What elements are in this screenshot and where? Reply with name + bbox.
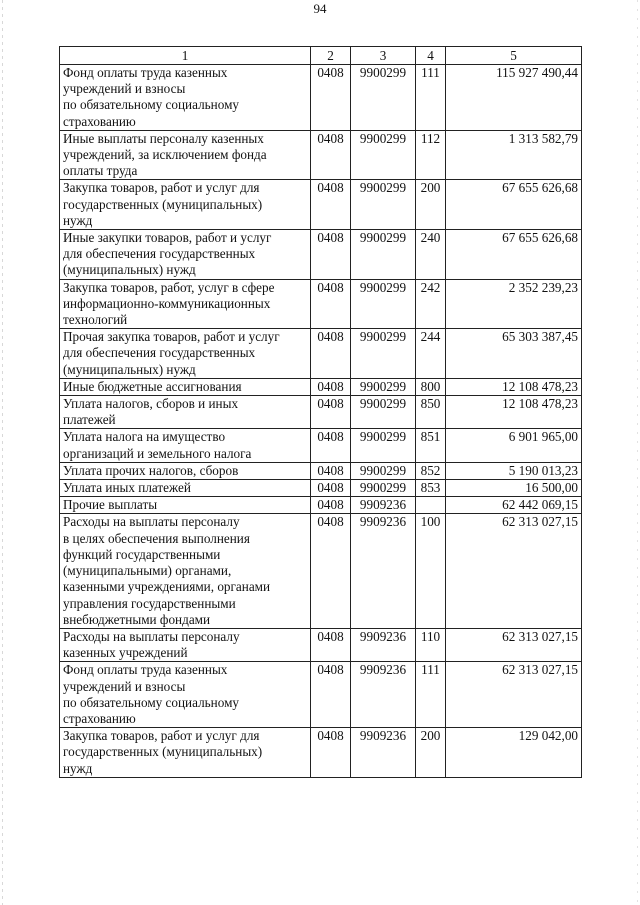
table-row — [60, 628, 582, 661]
row-expense-type-cell: 111 — [416, 65, 446, 131]
row-section-code-cell: 0408 — [311, 396, 351, 429]
table-row — [60, 462, 582, 479]
row-name-cell: Прочие выплаты — [60, 497, 311, 514]
row-section-code-cell: 0408 — [311, 279, 351, 329]
row-expense-type-cell: 800 — [416, 378, 446, 395]
row-target-article-cell: 9909236 — [351, 728, 416, 778]
row-target-article-cell: 9900299 — [351, 230, 416, 280]
row-name-cell: Иные закупки товаров, работ и услуг для обеспечения государственных (муниципальных) нужд — [60, 230, 311, 280]
row-target-article-cell: 9900299 — [351, 480, 416, 497]
header-col-3: 3 — [351, 47, 416, 65]
scan-edge-left — [2, 0, 3, 905]
row-name-cell: Уплата иных платежей — [60, 480, 311, 497]
row-name-cell: Иные бюджетные ассигнования — [60, 378, 311, 395]
row-amount-cell: 12 108 478,23 — [446, 378, 582, 395]
row-expense-type-cell: 850 — [416, 396, 446, 429]
row-target-article-cell: 9909236 — [351, 662, 416, 728]
row-expense-type-cell: 240 — [416, 230, 446, 280]
row-section-code-cell: 0408 — [311, 628, 351, 661]
row-section-code-cell: 0408 — [311, 480, 351, 497]
row-target-article-cell: 9900299 — [351, 429, 416, 462]
header-col-1: 1 — [60, 47, 311, 65]
row-section-code-cell: 0408 — [311, 462, 351, 479]
row-name-cell: Прочая закупка товаров, работ и услуг для обеспечения государственных (муниципальных) нужд — [60, 329, 311, 379]
row-name-cell: Уплата прочих налогов, сборов — [60, 462, 311, 479]
row-section-code-cell: 0408 — [311, 662, 351, 728]
row-name-cell: Фонд оплаты труда казенных учреждений и взносы по обязательному социальному страхованию — [60, 662, 311, 728]
row-target-article-cell: 9900299 — [351, 396, 416, 429]
table-row — [60, 230, 582, 280]
row-amount-cell: 65 303 387,45 — [446, 329, 582, 379]
budget-table — [59, 46, 582, 778]
row-section-code-cell: 0408 — [311, 230, 351, 280]
row-expense-type-cell: 853 — [416, 480, 446, 497]
row-expense-type-cell: 100 — [416, 514, 446, 628]
row-section-code-cell: 0408 — [311, 497, 351, 514]
row-amount-cell: 62 313 027,15 — [446, 628, 582, 661]
table-row — [60, 130, 582, 180]
table-row — [60, 480, 582, 497]
row-expense-type-cell: 111 — [416, 662, 446, 728]
row-amount-cell: 129 042,00 — [446, 728, 582, 778]
table-row — [60, 514, 582, 628]
row-expense-type-cell: 242 — [416, 279, 446, 329]
header-col-2: 2 — [311, 47, 351, 65]
row-target-article-cell: 9900299 — [351, 378, 416, 395]
row-name-cell: Закупка товаров, работ и услуг для государственных (муниципальных) нужд — [60, 180, 311, 230]
row-expense-type-cell: 851 — [416, 429, 446, 462]
row-expense-type-cell — [416, 497, 446, 514]
row-expense-type-cell: 200 — [416, 180, 446, 230]
row-name-cell: Фонд оплаты труда казенных учреждений и взносы по обязательному социальному страхованию — [60, 65, 311, 131]
row-section-code-cell: 0408 — [311, 378, 351, 395]
row-amount-cell: 62 313 027,15 — [446, 514, 582, 628]
row-target-article-cell: 9900299 — [351, 279, 416, 329]
row-section-code-cell: 0408 — [311, 514, 351, 628]
row-amount-cell: 62 313 027,15 — [446, 662, 582, 728]
row-amount-cell: 1 313 582,79 — [446, 130, 582, 180]
table-row — [60, 497, 582, 514]
row-target-article-cell: 9900299 — [351, 329, 416, 379]
row-name-cell: Иные выплаты персоналу казенных учреждений, за исключением фонда оплаты труда — [60, 130, 311, 180]
header-col-5: 5 — [446, 47, 582, 65]
row-name-cell: Расходы на выплаты персоналу казенных учреждений — [60, 628, 311, 661]
row-target-article-cell: 9909236 — [351, 514, 416, 628]
table-row — [60, 728, 582, 778]
page-number: 94 — [313, 1, 327, 16]
row-amount-cell: 5 190 013,23 — [446, 462, 582, 479]
row-expense-type-cell: 244 — [416, 329, 446, 379]
scan-edge-right — [637, 0, 638, 905]
table-row — [60, 662, 582, 728]
header-col-4: 4 — [416, 47, 446, 65]
row-amount-cell: 16 500,00 — [446, 480, 582, 497]
row-expense-type-cell: 112 — [416, 130, 446, 180]
row-section-code-cell: 0408 — [311, 130, 351, 180]
row-target-article-cell: 9900299 — [351, 65, 416, 131]
row-section-code-cell: 0408 — [311, 180, 351, 230]
row-expense-type-cell: 200 — [416, 728, 446, 778]
row-section-code-cell: 0408 — [311, 728, 351, 778]
row-amount-cell: 67 655 626,68 — [446, 230, 582, 280]
table-row — [60, 378, 582, 395]
table-body — [60, 65, 582, 778]
row-target-article-cell: 9900299 — [351, 462, 416, 479]
header-row — [60, 47, 582, 65]
table-row — [60, 65, 582, 131]
row-name-cell: Закупка товаров, работ, услуг в сфере информационно-коммуникационных технологий — [60, 279, 311, 329]
row-amount-cell: 67 655 626,68 — [446, 180, 582, 230]
row-amount-cell: 2 352 239,23 — [446, 279, 582, 329]
table-row — [60, 180, 582, 230]
row-amount-cell: 62 442 069,15 — [446, 497, 582, 514]
row-target-article-cell: 9900299 — [351, 130, 416, 180]
row-expense-type-cell: 110 — [416, 628, 446, 661]
row-section-code-cell: 0408 — [311, 329, 351, 379]
row-name-cell: Уплата налогов, сборов и иных платежей — [60, 396, 311, 429]
row-target-article-cell: 9909236 — [351, 497, 416, 514]
row-amount-cell: 6 901 965,00 — [446, 429, 582, 462]
row-expense-type-cell: 852 — [416, 462, 446, 479]
row-name-cell: Закупка товаров, работ и услуг для государственных (муниципальных) нужд — [60, 728, 311, 778]
row-target-article-cell: 9909236 — [351, 628, 416, 661]
row-amount-cell: 115 927 490,44 — [446, 65, 582, 131]
table-row — [60, 396, 582, 429]
row-section-code-cell: 0408 — [311, 65, 351, 131]
row-section-code-cell: 0408 — [311, 429, 351, 462]
table-row — [60, 429, 582, 462]
row-name-cell: Расходы на выплаты персоналу в целях обеспечения выполнения функций государственными (муниципальными) органами, казенными учреждениями, органами управления государственными внебюджетными фондами — [60, 514, 311, 628]
row-amount-cell: 12 108 478,23 — [446, 396, 582, 429]
row-target-article-cell: 9900299 — [351, 180, 416, 230]
table-row — [60, 279, 582, 329]
table-row — [60, 329, 582, 379]
row-name-cell: Уплата налога на имущество организаций и земельного налога — [60, 429, 311, 462]
